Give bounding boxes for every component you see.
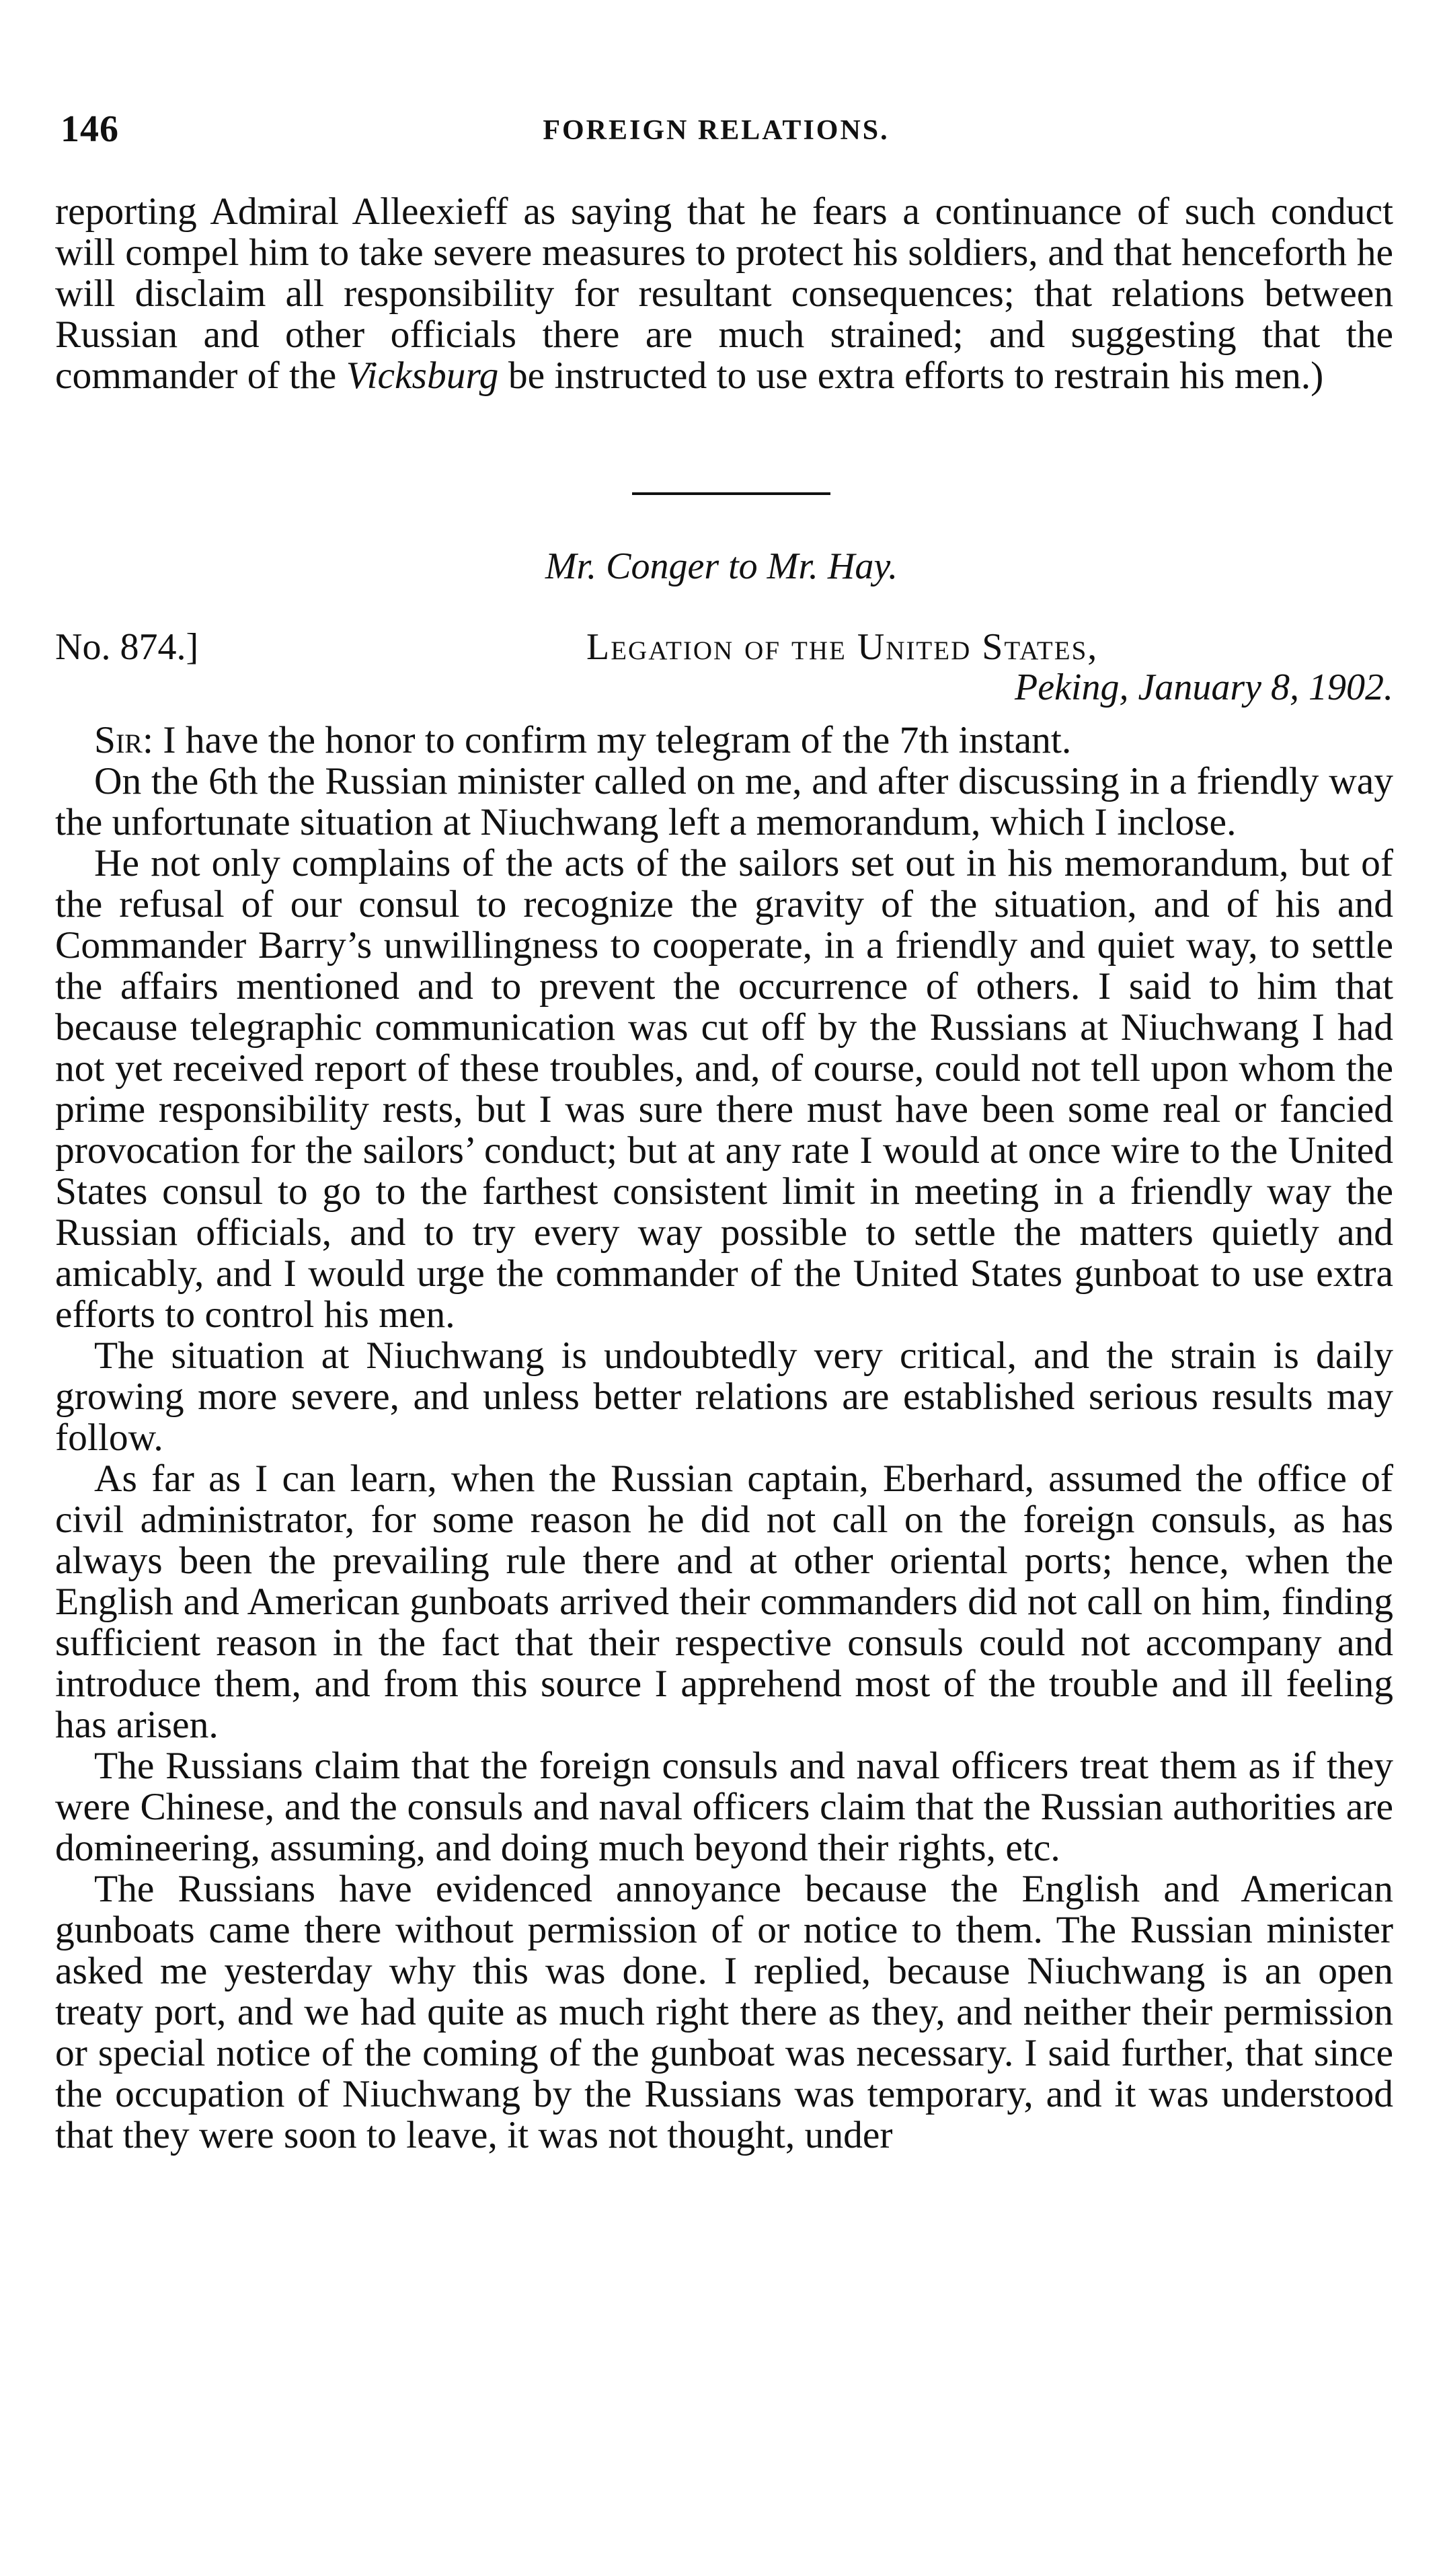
dispatch-header bbox=[55, 626, 1393, 720]
ship-name: Vicksburg bbox=[346, 354, 499, 397]
letter-paragraph: The Russians claim that the foreign consuls and naval officers treat them as if they were Chinese, and the consuls and naval officers claim that the Russian authorities are domineering, assuming, and doing much beyond their rights, etc. bbox=[55, 1745, 1393, 1869]
paragraph-text: I have the honor to confirm my telegram of the 7th instant. bbox=[163, 719, 1072, 761]
salutation: Sir: bbox=[94, 719, 153, 761]
continuation-text-part2: be instructed to use extra efforts to restrain his men.) bbox=[498, 354, 1324, 397]
letter-paragraph: As far as I can learn, when the Russian captain, Eberhard, assumed the office of civil administrator, for some reason he did not call on the foreign consuls, as has always been the prevailing rule there and at other oriental ports; hence, when the English and American gunboats arrived their commanders did not call on him, finding sufficient reason in the fact that their respective consuls could not accompany and introduce them, and from this source I apprehend most of the trouble and ill feeling has arisen. bbox=[55, 1457, 1393, 1746]
section-divider bbox=[632, 492, 830, 495]
letter-paragraph: The situation at Niuchwang is undoubtedly very critical, and the strain is daily growing more severe, and unless better relations are established serious results may follow. bbox=[55, 1334, 1393, 1459]
continuation-paragraph bbox=[55, 191, 1393, 396]
dispatch-number: No. 874.] bbox=[55, 626, 199, 668]
letter-paragraph: On the 6th the Russian minister called on me, and after discussing in a friendly way the unfortunate situation at Niuchwang left a memorandum, which I inclose. bbox=[55, 760, 1393, 843]
letter-body bbox=[55, 720, 1393, 2156]
continuation-text bbox=[55, 191, 1393, 396]
letter-paragraph: He not only complains of the acts of the sailors set out in his memorandum, but of the refusal of our consul to recognize the gravity of the situation, and of his and Commander Barry’s unwillingness to cooperate, in a friendly and quiet way, to settle the affairs mentioned and to prevent the occurrence of others. I said to him that because telegraphic communication was cut off by the Russians at Niuchwang I had not yet received report of these troubles, and, of course, could not tell upon whom the prime responsibility rests, but I was sure there must have been some real or fancied provocation for the sailors’ conduct; but at any rate I would at once wire to the United States consul to go to the farthest consistent limit in meeting in a friendly way the Russian officials, and to try every way possible to settle the matters quietly and amicably, and I would urge the commander of the United States gunboat to use extra efforts to control his men. bbox=[55, 842, 1393, 1336]
letter-heading: Mr. Conger to Mr. Hay. bbox=[545, 545, 898, 587]
running-head bbox=[61, 108, 1372, 161]
continuation-text-part1: reporting Admiral Alleexieff as saying that he fears a continuance of such conduct will compel him to take severe measures to protect his soldiers, and that henceforth he will disclaim all responsibility for resultant consequences; that relations between Russian and other officials there are much strained; and suggesting that the commander of the bbox=[55, 190, 1393, 397]
legation-line: Legation of the United States, bbox=[586, 626, 1099, 668]
place-date: Peking, January 8, 1902. bbox=[1015, 667, 1393, 708]
page-number: 146 bbox=[61, 108, 119, 150]
running-title: FOREIGN RELATIONS. bbox=[543, 115, 890, 146]
letter-paragraph bbox=[55, 720, 1393, 761]
letter-paragraph: The Russians have evidenced annoyance because the English and American gunboats came there without permission of or notice to them. The Russian minister asked me yesterday why this was done. I replied, because Niuchwang is an open treaty port, and we had quite as much right there as they, and neither their permission or special notice of the coming of the gunboat was necessary. I said further, that since the occupation of Niuchwang by the Russians was temporary, and it was understood that they were soon to leave, it was not thought, under bbox=[55, 1868, 1393, 2156]
